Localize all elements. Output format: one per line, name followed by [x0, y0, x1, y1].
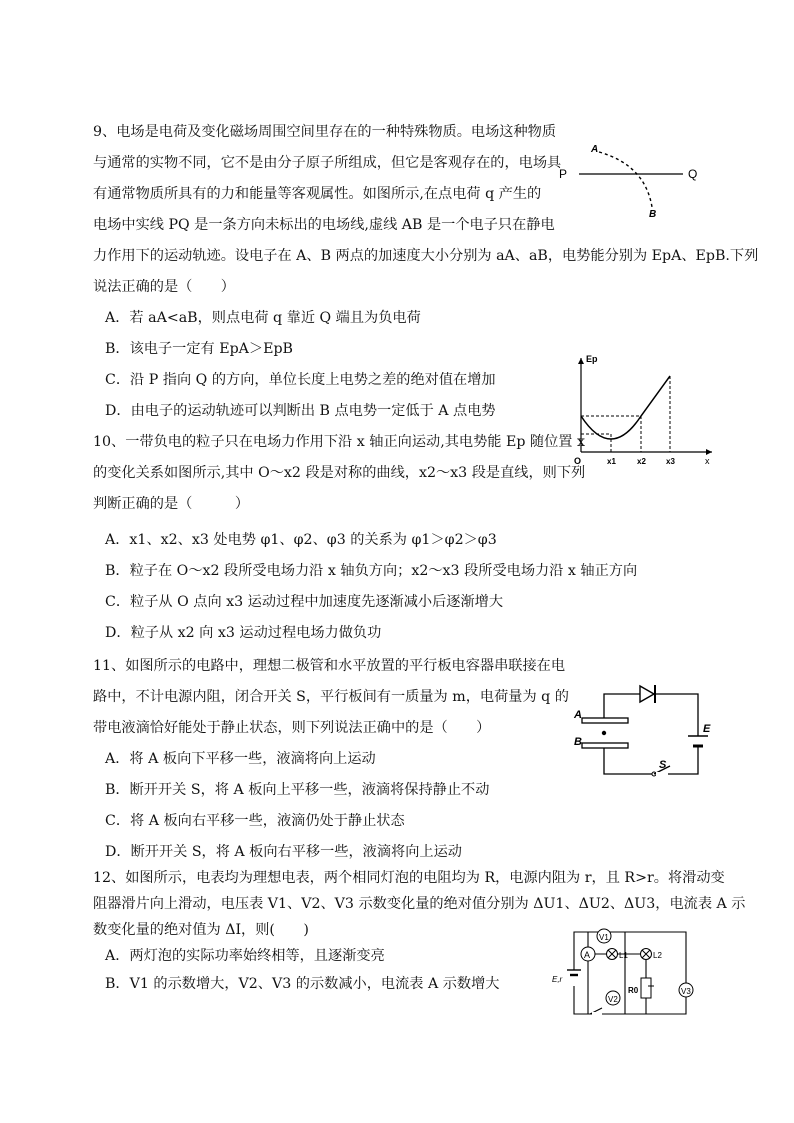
q12-option-b: B．V1 的示数增大，V2、V3 的示数减小，电流表 A 示数增大 — [105, 976, 500, 992]
q10-option-d: D．粒子从 x2 向 x3 运动过程电场力做负功 — [105, 625, 382, 641]
label-b: B — [574, 736, 582, 748]
q12-lamp-circuit — [550, 924, 710, 1024]
label-x3: x3 — [666, 457, 675, 466]
q9-field-line-figure — [555, 135, 705, 225]
droplet-icon — [602, 731, 606, 735]
label-a: A — [591, 144, 599, 155]
q10-line-2: 的变化关系如图所示,其中 O～x2 段是对称的曲线，x2～x3 段是直线，则下列 — [93, 465, 586, 481]
ep-axis-arrow — [578, 358, 584, 364]
label-q: Q — [688, 167, 698, 181]
q11-option-b: B．断开开关 S，将 A 板向上平移一些，液滴将保持静止不动 — [105, 782, 490, 798]
label-p: P — [559, 167, 568, 181]
q12-line-1: 12、如图所示，电表均为理想电表，两个相同灯泡的电阻均为 R，电源内阻为 r，且 R>r。将滑动变 — [93, 870, 725, 886]
q9-line-2: 与通常的实物不同，它不是由分子原子所组成，但它是客观存在的，电场具 — [93, 155, 562, 171]
label-a: A — [574, 709, 582, 721]
q9-option-b: B．该电子一定有 EpA＞EpB — [105, 341, 293, 357]
label-x1: x1 — [607, 457, 616, 466]
q9-line-4: 电场中实线 PQ 是一条方向未标出的电场线,虚线 AB 是一个电子只在静电 — [93, 217, 555, 233]
q10-ep-x-graph — [566, 350, 716, 475]
q10-line-3: 判断正确的是（ ） — [93, 496, 250, 512]
q11-option-c: C．将 A 板向右平移一些，液滴仍处于静止状态 — [105, 813, 405, 829]
label-e: E — [703, 723, 711, 735]
rheostat-r0-icon — [641, 978, 651, 998]
diode-icon — [640, 686, 654, 702]
q11-line-3: 带电液滴恰好能处于静止状态，则下列说法正确中的是（ ） — [93, 720, 491, 736]
q9-option-c: C．沿 P 指向 Q 的方向，单位长度上电势之差的绝对值在增加 — [105, 372, 496, 388]
q10-option-a: A．x1、x2、x3 处电势 φ1、φ2、φ3 的关系为 φ1＞φ2＞φ3 — [105, 532, 497, 548]
switch-gap — [592, 1012, 602, 1016]
label-v1: V1 — [599, 933, 609, 942]
q12-line-2: 阻器滑片向上滑动，电压表 V1、V2、V3 示数变化量的绝对值分别为 ΔU1、ΔU2、ΔU3，电流表 A 示 — [93, 896, 746, 912]
q9-line-5: 力作用下的运动轨迹。设电子在 A、B 两点的加速度大小分别为 aA、aB，电势能分别为 EpA、EpB.下列 — [93, 248, 759, 264]
q9-line-3: 有通常物质所具有的力和能量等客观属性。如图所示,在点电荷 q 产生的 — [93, 186, 542, 202]
q11-capacitor-circuit — [570, 682, 720, 782]
label-v2: V2 — [608, 995, 618, 1004]
q9-option-a: A．若 aA<aB，则点电荷 q 靠近 Q 端且为负电荷 — [105, 310, 421, 326]
x-axis-arrow — [706, 449, 712, 455]
q10-option-c: C．粒子从 O 点向 x3 运动过程中加速度先逐渐减小后逐渐增大 — [105, 594, 504, 610]
ep-curve — [581, 376, 670, 439]
label-b: B — [649, 209, 657, 220]
q12-option-a: A．两灯泡的实际功率始终相等，且逐渐变亮 — [105, 948, 385, 964]
trajectory-ab — [599, 152, 652, 207]
outer-wire — [574, 932, 686, 1014]
label-l1: L1 — [619, 951, 628, 960]
q12-line-3: 数变化量的绝对值为 ΔI，则( ) — [93, 922, 309, 938]
switch-gap — [656, 772, 668, 776]
q11-line-1: 11、如图所示的电路中，理想二极管和水平放置的平行板电容器串联接在电 — [93, 658, 566, 674]
label-o: O — [574, 456, 582, 466]
plate-a — [582, 718, 628, 723]
label-x2: x2 — [637, 457, 646, 466]
q9-line-6: 说法正确的是（ ） — [93, 279, 235, 295]
q10-option-b: B．粒子在 O～x2 段所受电场力沿 x 轴负方向；x2～x3 段所受电场力沿 x 轴正方向 — [105, 563, 638, 579]
q11-option-d: D．断开开关 S，将 A 板向右平移一些，液滴将向上运动 — [105, 844, 462, 860]
label-s: S — [659, 759, 667, 771]
label-v3: V3 — [681, 987, 691, 996]
q11-line-2: 路中，不计电源内阻，闭合开关 S，平行板间有一质量为 m，电荷量为 q 的 — [93, 689, 569, 705]
q11-option-a: A．将 A 板向下平移一些，液滴将向上运动 — [105, 751, 376, 767]
label-l2: L2 — [653, 951, 662, 960]
wire-bottom — [604, 746, 698, 774]
label-er: E,r — [552, 975, 563, 984]
label-r0: R0 — [628, 986, 639, 995]
q9-line-1: 9、电场是电荷及变化磁场周围空间里存在的一种特殊物质。电场这种物质 — [93, 124, 557, 140]
label-a: A — [584, 950, 591, 960]
label-x: x — [705, 456, 710, 466]
q10-line-1: 10、一带负电的粒子只在电场力作用下沿 x 轴正向运动,其电势能 Ep 随位置 x — [93, 434, 585, 450]
wire-top — [604, 694, 698, 736]
q9-option-d: D．由电子的运动轨迹可以判断出 B 点电势一定低于 A 点电势 — [105, 403, 496, 419]
plate-b — [582, 743, 628, 748]
label-ep: Ep — [586, 354, 598, 364]
